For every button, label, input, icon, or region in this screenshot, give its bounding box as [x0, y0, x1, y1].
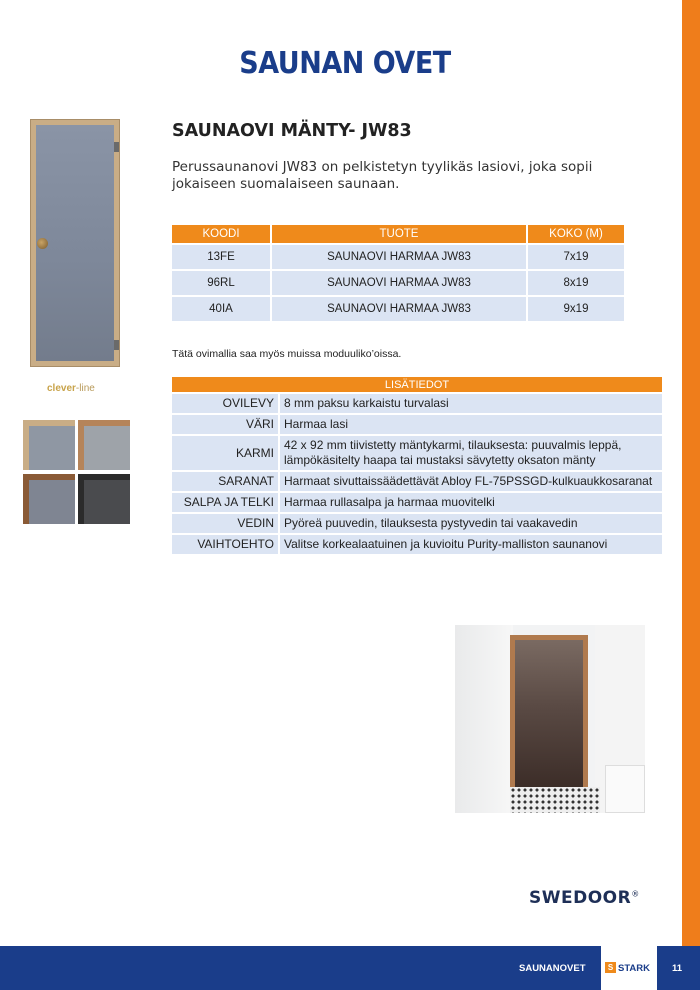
door-handle [37, 238, 48, 249]
info-value: Harmaat sivuttaissäädettävät Abloy FL-75PSSGD-kulkuaukkosaranat [280, 472, 662, 491]
door-hinge [114, 340, 119, 350]
sauna-photo [455, 625, 645, 813]
size-cell: 9x19 [528, 297, 624, 321]
info-value: 8 mm paksu karkaistu turvalasi [280, 394, 662, 413]
info-label: VEDIN [172, 514, 278, 533]
photo-bathtub [605, 765, 645, 813]
info-label: VÄRI [172, 415, 278, 434]
table-row [172, 394, 662, 413]
product-cell: SAUNAOVI HARMAA JW83 [272, 297, 526, 321]
door-product-image [30, 119, 120, 367]
table-row [172, 415, 662, 434]
table-row [172, 271, 624, 295]
door-hinge [114, 142, 119, 152]
table-header-row [172, 377, 662, 392]
info-label: KARMI [172, 436, 278, 470]
info-value: Pyöreä puuvedin, tilauksesta pystyvedin tai vaakavedin [280, 514, 662, 533]
product-description: Perussaunanovi JW83 on pelkistetyn tyylikäs lasiovi, joka sopii jokaiseen suomalaiseen saunaan. [172, 159, 593, 192]
info-label: VAIHTOEHTO [172, 535, 278, 554]
product-cell: SAUNAOVI HARMAA JW83 [272, 271, 526, 295]
info-label: OVILEVY [172, 394, 278, 413]
code-cell: 40IA [172, 297, 270, 321]
table-row [172, 514, 662, 533]
stark-logo-icon: S [605, 962, 616, 973]
info-label: SARANAT [172, 472, 278, 491]
size-cell: 8x19 [528, 271, 624, 295]
code-cell: 13FE [172, 245, 270, 269]
info-header: LISÄTIEDOT [172, 377, 662, 392]
info-label: SALPA JA TELKI [172, 493, 278, 512]
swatch-pine [23, 420, 75, 470]
info-value: Harmaa lasi [280, 415, 662, 434]
side-accent-bar [682, 0, 700, 946]
code-cell: 96RL [172, 271, 270, 295]
table-row [172, 245, 624, 269]
swatch-alder [23, 474, 75, 524]
column-header: KOODI [172, 225, 270, 243]
stark-logo-text: STARK [618, 963, 651, 974]
table-row [172, 297, 624, 321]
product-cell: SAUNAOVI HARMAA JW83 [272, 245, 526, 269]
info-value: Harmaa rullasalpa ja harmaa muovitelki [280, 493, 662, 512]
table-row [172, 535, 662, 554]
table-row [172, 493, 662, 512]
table-row [172, 472, 662, 491]
page-title: SAUNAN OVET [239, 46, 451, 81]
swedoor-logo: SWEDOOR® [529, 888, 640, 908]
info-value: 42 x 92 mm tiivistetty mäntykarmi, tilauksesta: puuvalmis leppä, lämpökäsitelty haapa tai mustaksi sävytetty oksaton mänty [280, 436, 662, 470]
table-row [172, 436, 662, 470]
photo-tiled-floor [510, 787, 600, 813]
swatch-black-pine [78, 474, 130, 524]
module-size-note: Tätä ovimallia saa myös muissa moduuliko’oissa. [172, 348, 402, 360]
photo-wall [455, 625, 513, 813]
additional-info-table [170, 375, 664, 556]
product-title: SAUNAOVI MÄNTY- JW83 [172, 121, 412, 141]
footer-section-title: SAUNANOVET [519, 963, 586, 974]
column-header: TUOTE [272, 225, 526, 243]
clever-line-logo: clever-line [47, 383, 95, 394]
footer-bar [0, 946, 700, 990]
product-codes-table [170, 223, 626, 323]
info-value: Valitse korkealaatuinen ja kuvioitu Purity-malliston saunanovi [280, 535, 662, 554]
swatch-heat-treated-aspen [78, 420, 130, 470]
page-number: 11 [672, 963, 683, 974]
table-header-row [172, 225, 624, 243]
column-header: KOKO (M) [528, 225, 624, 243]
size-cell: 7x19 [528, 245, 624, 269]
photo-door-glass [515, 640, 583, 787]
